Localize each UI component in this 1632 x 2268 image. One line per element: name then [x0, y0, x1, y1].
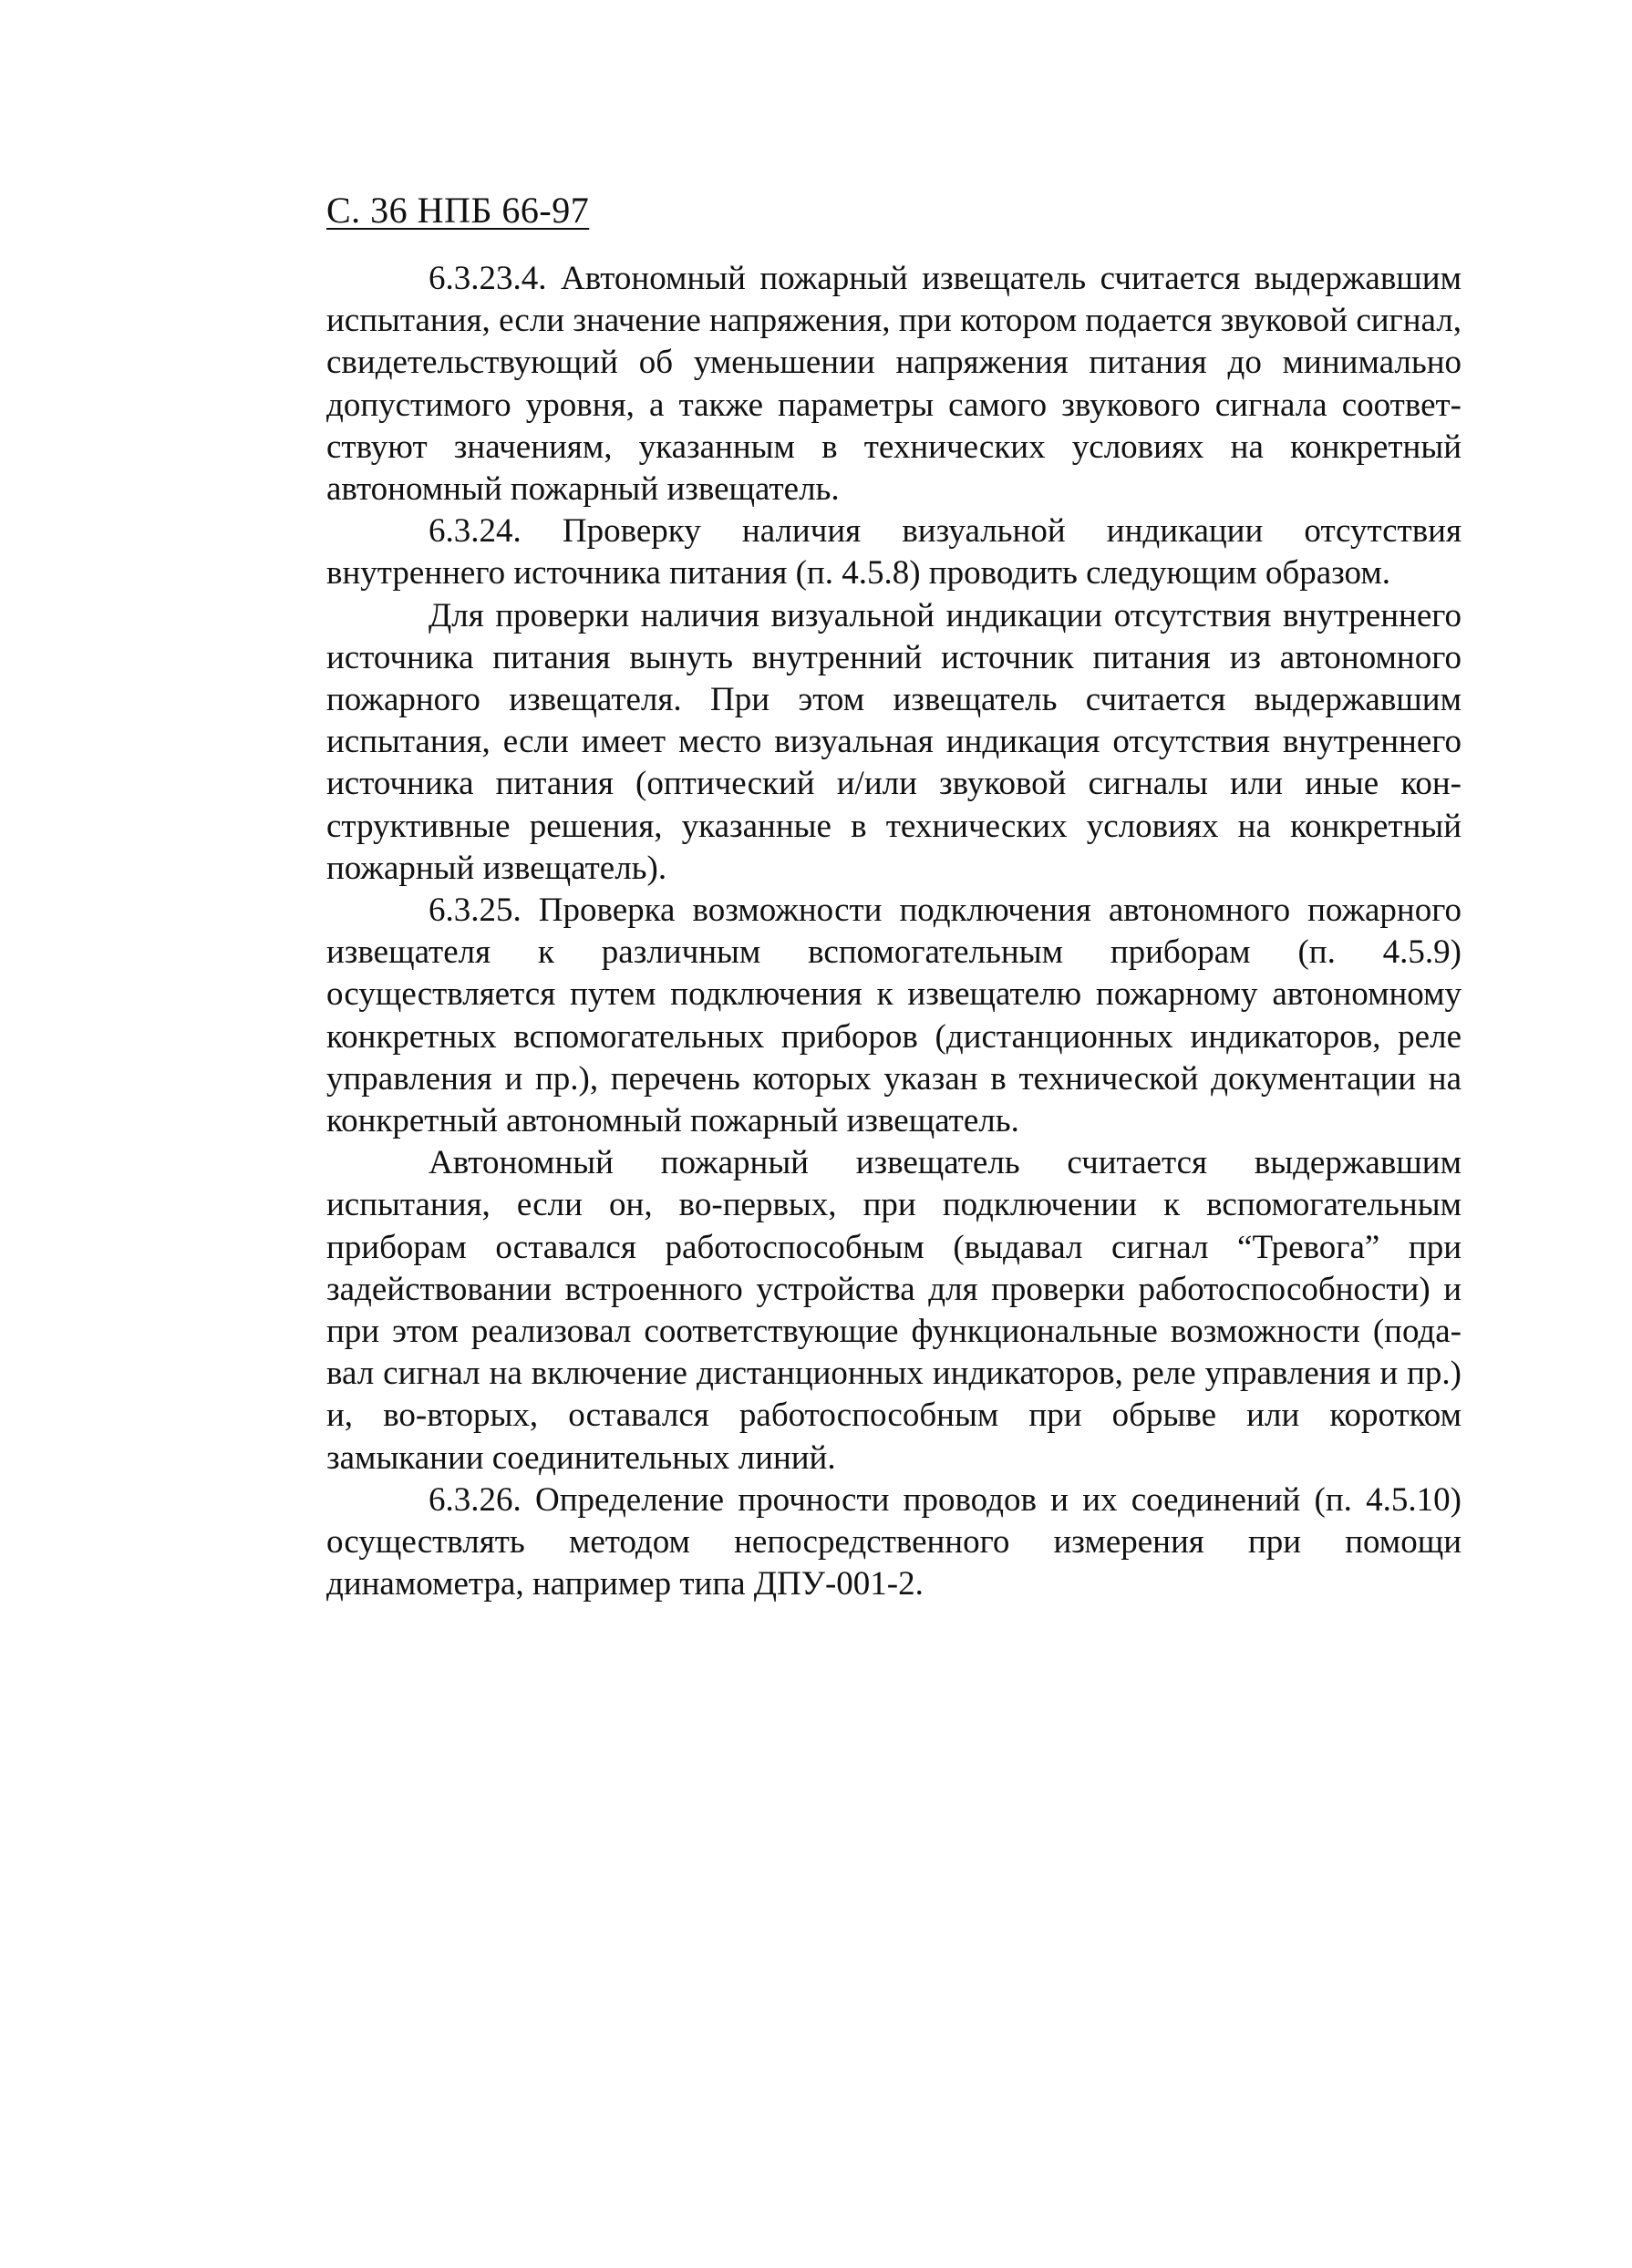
- paragraph-auxiliary-devices-result: Автономный пожарный извещатель считается выдержавшим испытания, если он, во-первых, при подключении к вспомогательным приборам оставался работоспособным (выдавал сигнал “Тревога” при задействовании встроенного устройства для проверки работоспособности) и при этом реализовал соответствующие функциональные возможности (подавал сигнал на включение дистанционных индикаторов, реле управления и пр.) и, во-вторых, оставался работоспособным при обрыве или коротком замыкании соединительных линий.: [326, 1144, 1462, 1477]
- document-page: [326, 187, 1462, 1606]
- paragraph-6-3-23-4: 6.3.23.4. Автономный пожарный извещатель считается выдержавшим испытания, если значение напряжения, при котором подается звуковой сигнал, свидетельствующий об уменьшении напряжения питания до минимально допустимого уровня, а также параметры самого звукового сигнала соответствуют значениям, указанным в технических условиях на конкретный автономный пожарный извещатель.: [326, 260, 1462, 509]
- paragraph-6-3-24: 6.3.24. Проверку наличия визуальной индикации отсутствия внутреннего источника питания (п. 4.5.8) проводить следующим образом.: [326, 512, 1462, 593]
- paragraph-6-3-25: 6.3.25. Проверка возможности подключения автономного пожарного извещателя к различным вспомогательным приборам (п. 4.5.9) осуществляется путем подключения к извещателю пожарному автономному конкретных вспомогательных приборов (дистанционных индикаторов, реле управления и пр.), перечень которых указан в технической документации на конкретный автономный пожарный извещатель.: [326, 892, 1462, 1140]
- paragraph-visual-indication-check: Для проверки наличия визуальной индикации отсутствия внутреннего источника питания вынуть внутренний источник питания из автономного пожарного извещателя. При этом извещатель считается выдержавшим испытания, если имеет место визуальная индикация отсутствия внутреннего источника питания (оптический и/или звуковой сигналы или иные конструктивные решения, указанные в технических условиях на конкретный пожарный извещатель).: [326, 596, 1462, 887]
- paragraph-6-3-26: 6.3.26. Определение прочности проводов и их соединений (п. 4.5.10) осуществлять методом непосредственного измерения при помощи динамометра, например типа ДПУ-001-2.: [326, 1480, 1462, 1603]
- page-header: С. 36 НПБ 66-97: [326, 190, 590, 231]
